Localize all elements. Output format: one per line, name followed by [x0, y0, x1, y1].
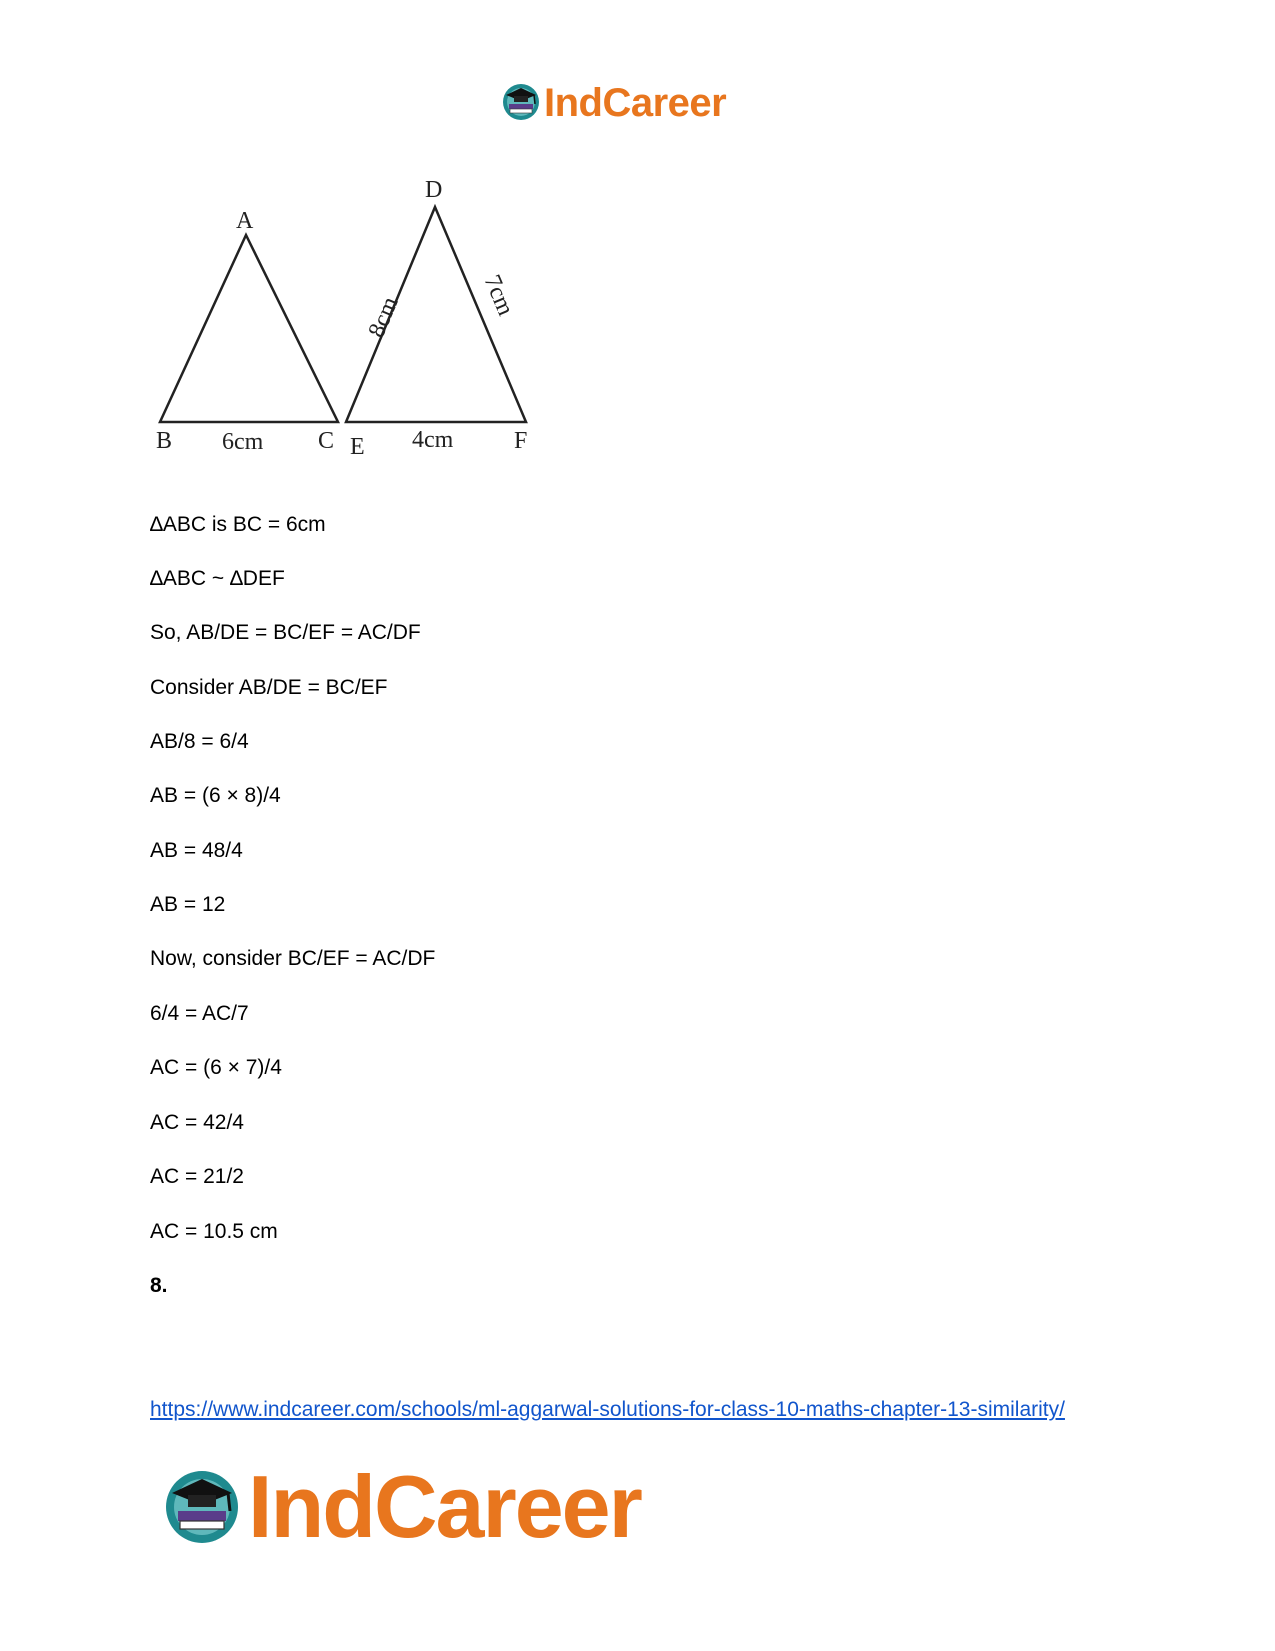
- graduation-cap-books-icon: [500, 80, 542, 127]
- vertex-f-label: F: [514, 428, 528, 454]
- triangle-abc: [160, 235, 338, 422]
- solution-line: AB = 12: [150, 893, 226, 916]
- similar-triangles-figure: [148, 175, 568, 485]
- header-logo: [500, 78, 726, 128]
- solution-line: Now, consider BC/EF = AC/DF: [150, 947, 436, 970]
- vertex-b-label: B: [156, 428, 173, 454]
- vertex-e-label: E: [350, 434, 365, 460]
- vertex-c-label: C: [318, 428, 335, 454]
- vertex-a-label: A: [236, 208, 254, 234]
- solution-line: AC = 21/2: [150, 1165, 244, 1188]
- vertex-d-label: D: [425, 177, 443, 203]
- header-logo-text: IndCareer: [544, 80, 727, 125]
- solution-line: AB/8 = 6/4: [150, 730, 249, 753]
- solution-line: AB = 48/4: [150, 839, 243, 862]
- solution-line: AC = 42/4: [150, 1111, 244, 1134]
- solution-line: So, AB/DE = BC/EF = AC/DF: [150, 621, 421, 644]
- question-number: 8.: [150, 1274, 168, 1297]
- solution-line: ∆ABC ~ ∆DEF: [150, 567, 285, 590]
- source-url-link[interactable]: https://www.indcareer.com/schools/ml-aggarwal-solutions-for-class-10-maths-chapter-13-similarity/: [150, 1398, 1065, 1421]
- solution-line: AB = (6 × 8)/4: [150, 784, 281, 807]
- solution-line: AC = 10.5 cm: [150, 1220, 278, 1243]
- side-bc-label: 6cm: [222, 429, 264, 455]
- solution-line: AC = (6 × 7)/4: [150, 1056, 282, 1079]
- solution-line: Consider AB/DE = BC/EF: [150, 676, 388, 699]
- solution-line: ∆ABC is BC = 6cm: [150, 513, 326, 536]
- solution-line: 6/4 = AC/7: [150, 1002, 249, 1025]
- side-ef-label: 4cm: [412, 427, 454, 453]
- side-de-label: 8cm: [363, 293, 404, 342]
- footer-logo: [160, 1457, 641, 1556]
- footer-logo-text: IndCareer: [248, 1457, 641, 1556]
- side-df-label: 7cm: [478, 271, 519, 320]
- graduation-cap-books-icon: [160, 1463, 244, 1552]
